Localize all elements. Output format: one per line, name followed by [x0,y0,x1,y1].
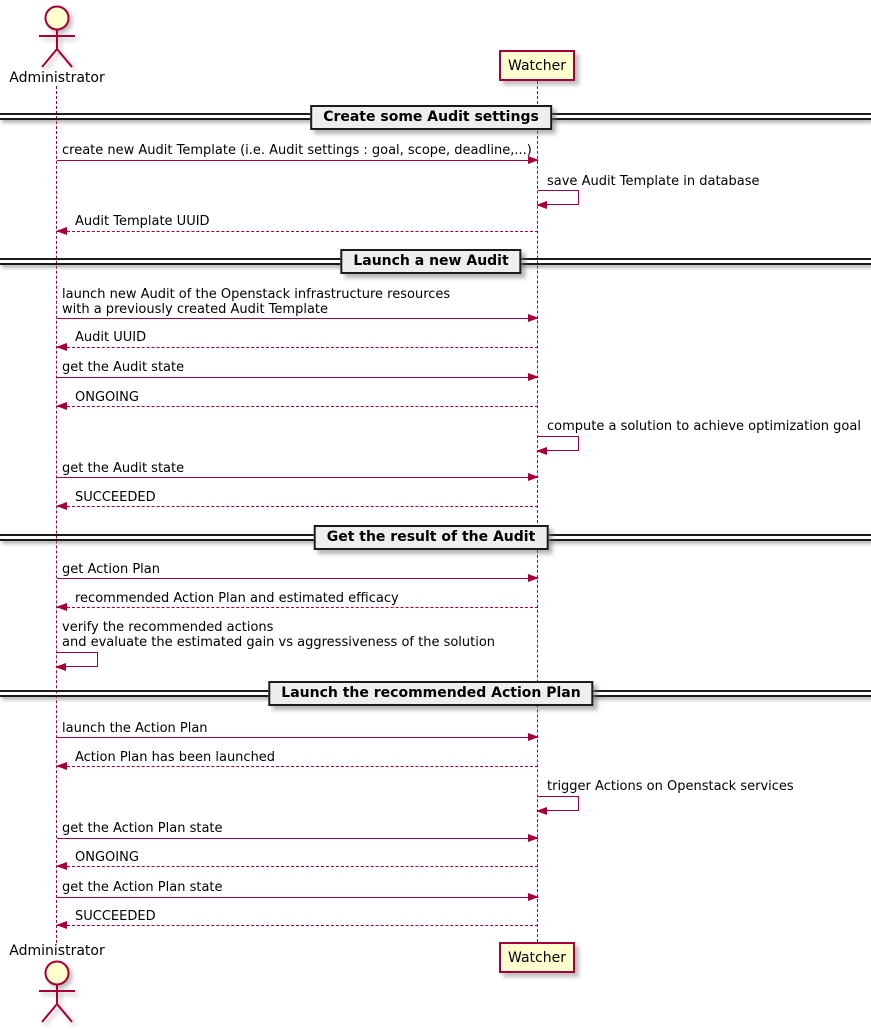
administrator-label-bottom: Administrator [9,943,105,959]
self-message-loop [57,652,98,667]
self-message-text: trigger Actions on Openstack services [547,779,794,794]
self-message-loop [538,796,579,811]
arrowhead-left-icon [56,862,67,870]
message-text [62,287,450,317]
message-arrow [57,897,538,898]
message-text: get Action Plan [62,562,160,577]
message-text: ONGOING [75,390,139,405]
watcher-label-top: Watcher [508,57,566,74]
arrowhead-left-icon [56,921,67,929]
arrowhead-right-icon [528,574,539,582]
message-text: recommended Action Plan and estimated efficacy [75,591,399,606]
message-text: ONGOING [75,850,139,865]
message-text-line: verify the recommended actions [62,620,274,635]
arrowhead-right-icon [528,373,539,381]
divider-launch-the-recommended-action-plan: Launch the recommended Action Plan [268,681,593,706]
message-text-line: with a previously created Audit Template [62,302,329,317]
message-arrow [57,406,538,407]
participant-watcher-top [499,50,575,81]
message-text: get the Audit state [62,360,185,375]
message-text: Audit Template UUID [75,214,210,229]
message-arrow [57,838,538,839]
message-text: SUCCEEDED [75,490,156,505]
message-arrow [57,160,538,161]
participant-watcher-bottom [499,942,575,973]
message-arrow [57,925,538,926]
message-arrow [57,231,538,232]
arrowhead-left-icon [55,663,66,671]
message-text-line: launch new Audit of the Openstack infrastructure resources [62,287,451,302]
message-text: get the Action Plan state [62,880,223,895]
arrowhead-left-icon [56,402,67,410]
message-arrow [57,506,538,507]
arrowhead-left-icon [536,807,547,815]
message-arrow [57,578,538,579]
arrowhead-right-icon [528,473,539,481]
arrowhead-left-icon [56,502,67,510]
message-text-line: and evaluate the estimated gain vs aggressiveness of the solution [62,635,496,650]
arrowhead-left-icon [56,343,67,351]
arrowhead-right-icon [528,156,539,164]
administrator-actor-icon [31,959,83,1025]
message-arrow [57,377,538,378]
message-text: launch the Action Plan [62,721,208,736]
message-text: Action Plan has been launched [75,750,276,765]
message-arrow [57,866,538,867]
self-message-loop [538,436,579,451]
lifeline-administrator [56,86,57,943]
message-arrow [57,766,538,767]
message-text: get the Action Plan state [62,821,223,836]
self-message-loop [538,190,579,205]
message-arrow [57,477,538,478]
divider-get-the-result-of-the-audit: Get the result of the Audit [314,525,549,550]
arrowhead-left-icon [56,227,67,235]
message-arrow [57,737,538,738]
self-message-text: save Audit Template in database [547,174,760,189]
arrowhead-left-icon [536,201,547,209]
arrowhead-right-icon [528,314,539,322]
message-arrow [57,347,538,348]
message-text: get the Audit state [62,461,185,476]
message-arrow [57,607,538,608]
arrowhead-left-icon [536,447,547,455]
message-text: SUCCEEDED [75,909,156,924]
message-text: Audit UUID [75,330,147,345]
administrator-label-top: Administrator [9,70,105,86]
self-message-text [62,620,495,650]
arrowhead-left-icon [56,762,67,770]
divider-create-some-audit-settings: Create some Audit settings [310,105,552,130]
self-message-text: compute a solution to achieve optimization goal [547,419,861,434]
arrowhead-right-icon [528,834,539,842]
divider-launch-a-new-audit: Launch a new Audit [340,249,521,274]
watcher-label-bottom: Watcher [508,949,566,966]
administrator-actor-icon [31,4,83,70]
arrowhead-right-icon [528,893,539,901]
message-text: create new Audit Template (i.e. Audit settings : goal, scope, deadline,...) [62,143,532,158]
message-arrow [57,318,538,319]
arrowhead-left-icon [56,603,67,611]
arrowhead-right-icon [528,733,539,741]
